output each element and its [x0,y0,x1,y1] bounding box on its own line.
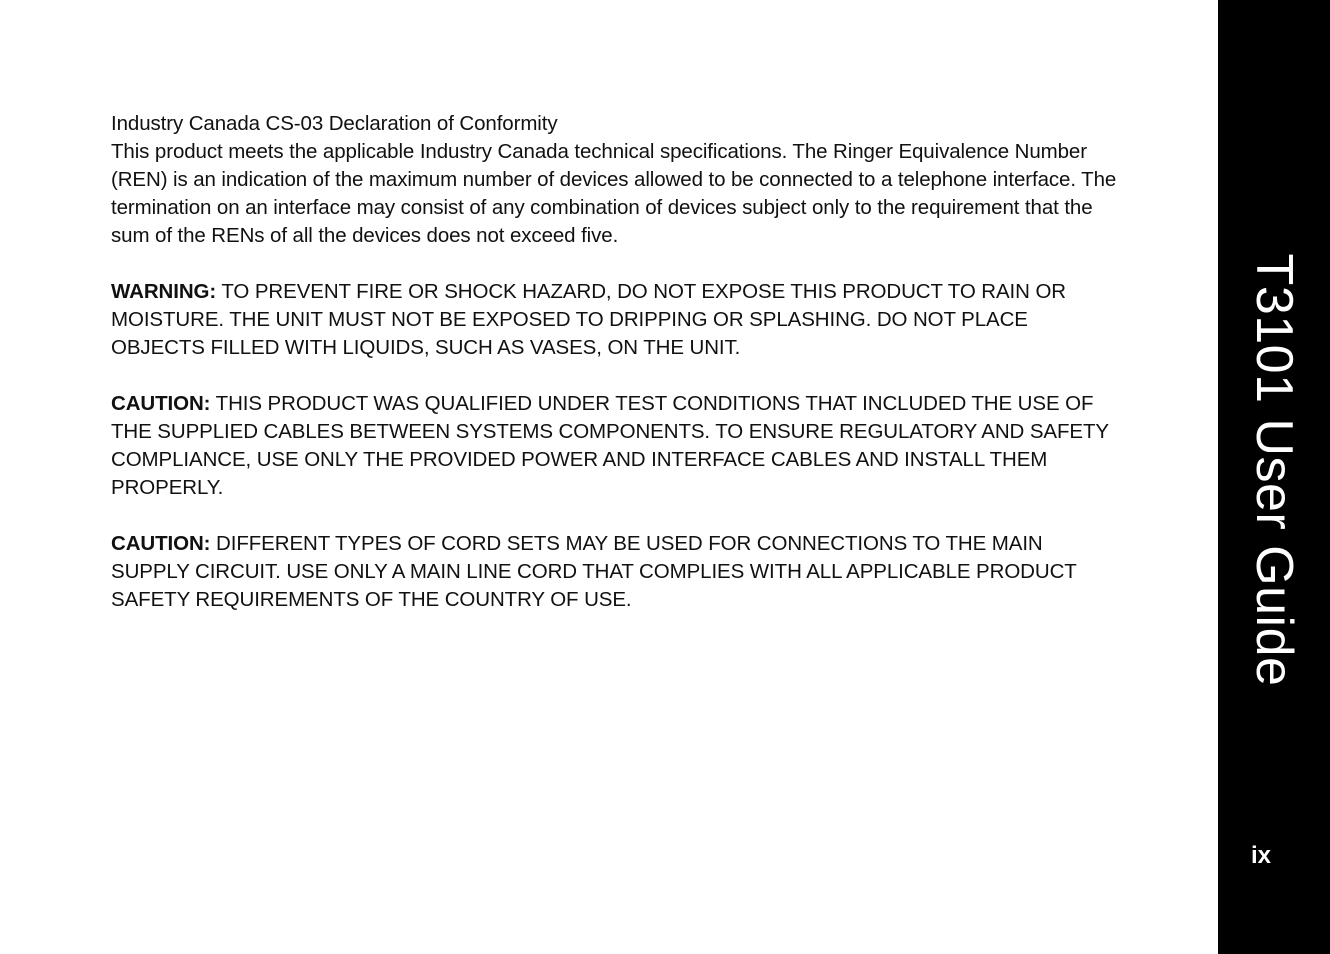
warning-text: TO PREVENT FIRE OR SHOCK HAZARD, DO NOT EXPOSE THIS PRODUCT TO RAIN OR MOISTURE. THE UNIT MUST NOT BE EXPOSED TO DRIPPING OR SPLASHING. DO NOT PLACE OBJECTS FILLED WITH LIQUIDS, SUCH AS VASES, ON THE UNIT. [111,280,1066,359]
caution-text: DIFFERENT TYPES OF CORD SETS MAY BE USED FOR CONNECTIONS TO THE MAIN SUPPLY CIRCUIT. USE ONLY A MAIN LINE CORD THAT COMPLIES WITH ALL APPLICABLE PRODUCT SAFETY REQUIREMENTS OF THE COUNTRY OF USE. [111,532,1077,611]
caution-text: THIS PRODUCT WAS QUALIFIED UNDER TEST CONDITIONS THAT INCLUDED THE USE OF THE SUPPLIED CABLES BETWEEN SYSTEMS COMPONENTS. TO ENSURE REGULATORY AND SAFETY COMPLIANCE, USE ONLY THE PROVIDED POWER AND INTERFACE CABLES AND INSTALL THEM PROPERLY. [111,392,1109,499]
caution-label: CAUTION: [111,532,211,555]
guide-title: T3101 User Guide [1245,253,1303,687]
declaration-heading: Industry Canada CS-03 Declaration of Conformity [111,112,558,135]
declaration-section [111,110,1121,250]
warning-label: WARNING: [111,280,217,303]
page-number: ix [1250,842,1271,869]
page-content [111,110,1121,642]
warning-notice [111,278,1121,362]
declaration-body: This product meets the applicable Industry Canada technical specifications. The Ringer Equivalence Number (REN) is an indication of the maximum number of devices allowed to be connected to a telephone interface. The termination on an interface may consist of any combination of devices subject only to the requirement that the sum of the RENs of all the devices does not exceed five. [111,140,1117,247]
caution-label: CAUTION: [111,392,211,415]
caution-notice-cord [111,530,1121,614]
caution-notice-cables [111,390,1121,502]
sidebar-tab [1218,0,1330,954]
